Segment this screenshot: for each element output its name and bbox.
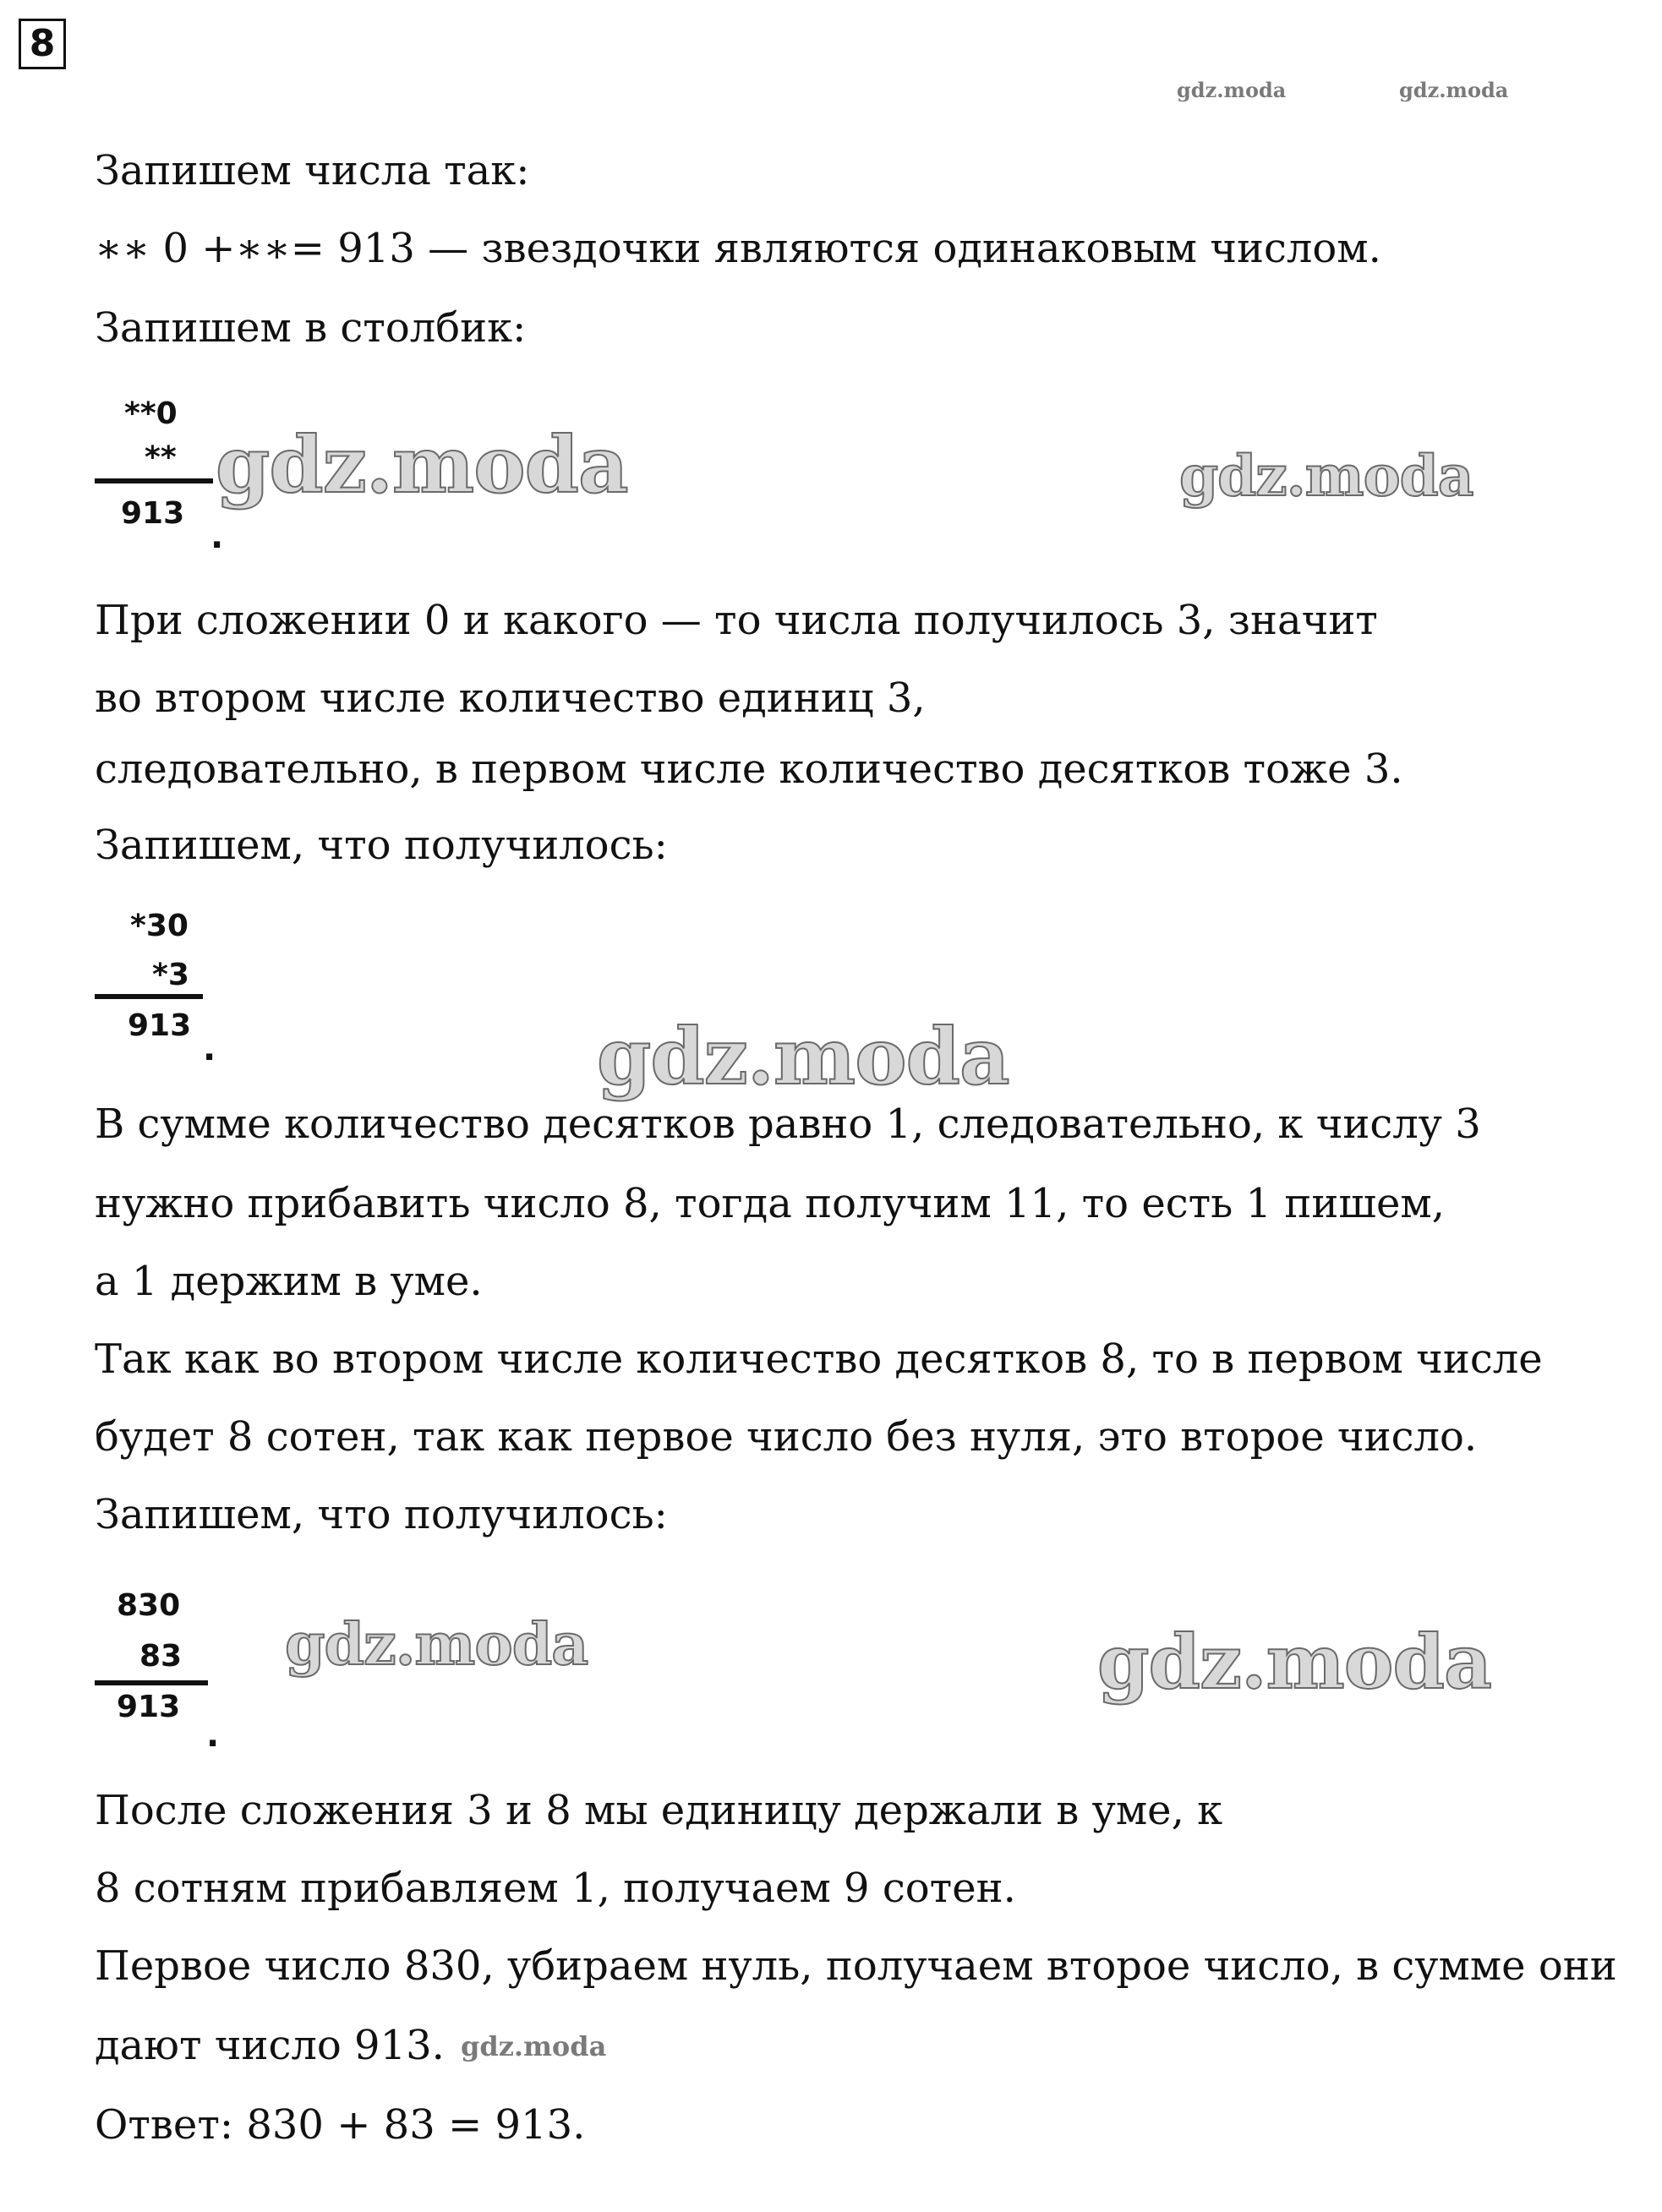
text-line: дают число 913. <box>95 2022 445 2069</box>
text-line: При сложении 0 и какого — то числа получилось 3, значит <box>95 597 1378 644</box>
column-middle: *3 <box>152 958 189 992</box>
text-line: В сумме количество десятков равно 1, следовательно, к числу 3 <box>95 1101 1481 1148</box>
text-line: во втором числе количество единиц 3, <box>95 675 926 722</box>
column-rule <box>95 994 203 999</box>
text-line: Так как во втором числе количество десятков 8, то в первом числе <box>95 1335 1543 1383</box>
text-line: Запишем, что получилось: <box>95 822 668 869</box>
column-middle: 83 <box>139 1639 183 1674</box>
period-mark: . <box>203 1030 216 1068</box>
column-sum: 913 <box>128 1008 192 1043</box>
watermark: gdz.moda <box>597 1011 1009 1102</box>
watermark-small: gdz.moda <box>1177 78 1287 102</box>
text-line: следовательно, в первом числе количество десятков тоже 3. <box>95 746 1403 793</box>
text-line: Запишем в столбик: <box>95 304 527 352</box>
column-sum: 913 <box>121 496 185 531</box>
column-top: *30 <box>130 909 189 943</box>
column-middle: ** <box>145 440 177 475</box>
text-line: 8 сотням прибавляем 1, получаем 9 сотен. <box>95 1865 1016 1912</box>
period-mark: . <box>206 1716 220 1755</box>
text-line: Первое число 830, убираем нуль, получаем второе число, в сумме они <box>95 1942 1617 1990</box>
answer-line: Ответ: 830 + 83 = 913. <box>95 2101 586 2149</box>
column-top: 830 <box>117 1588 181 1623</box>
text-line: После сложения 3 и 8 мы единицу держали в уме, к <box>95 1787 1223 1834</box>
task-number: 8 <box>19 19 66 69</box>
watermark: gdz.moda <box>216 419 628 511</box>
text-line: будет 8 сотен, так как первое число без нуля, это второе число. <box>95 1413 1478 1461</box>
column-rule <box>95 1680 208 1685</box>
watermark: gdz.moda <box>1097 1618 1492 1706</box>
text-line: нужно прибавить число 8, тогда получим 11, то есть 1 пишем, <box>95 1180 1445 1227</box>
text-line: Запишем, что получилось: <box>95 1491 668 1538</box>
watermark: gdz.moda <box>1179 443 1473 509</box>
column-sum: 913 <box>117 1690 181 1724</box>
text-line: Запишем числа так: <box>95 147 530 194</box>
column-rule <box>95 478 213 483</box>
column-top: **0 <box>124 396 178 431</box>
text-line: а 1 держим в уме. <box>95 1258 483 1305</box>
period-mark: . <box>210 517 224 556</box>
text-line: ∗∗ 0 +∗∗= 913 — звездочки являются одинаковым числом. <box>95 225 1381 272</box>
watermark: gdz.moda <box>285 1611 588 1679</box>
watermark-small: gdz.moda <box>1399 78 1509 102</box>
watermark-small: gdz.moda <box>461 2030 607 2062</box>
